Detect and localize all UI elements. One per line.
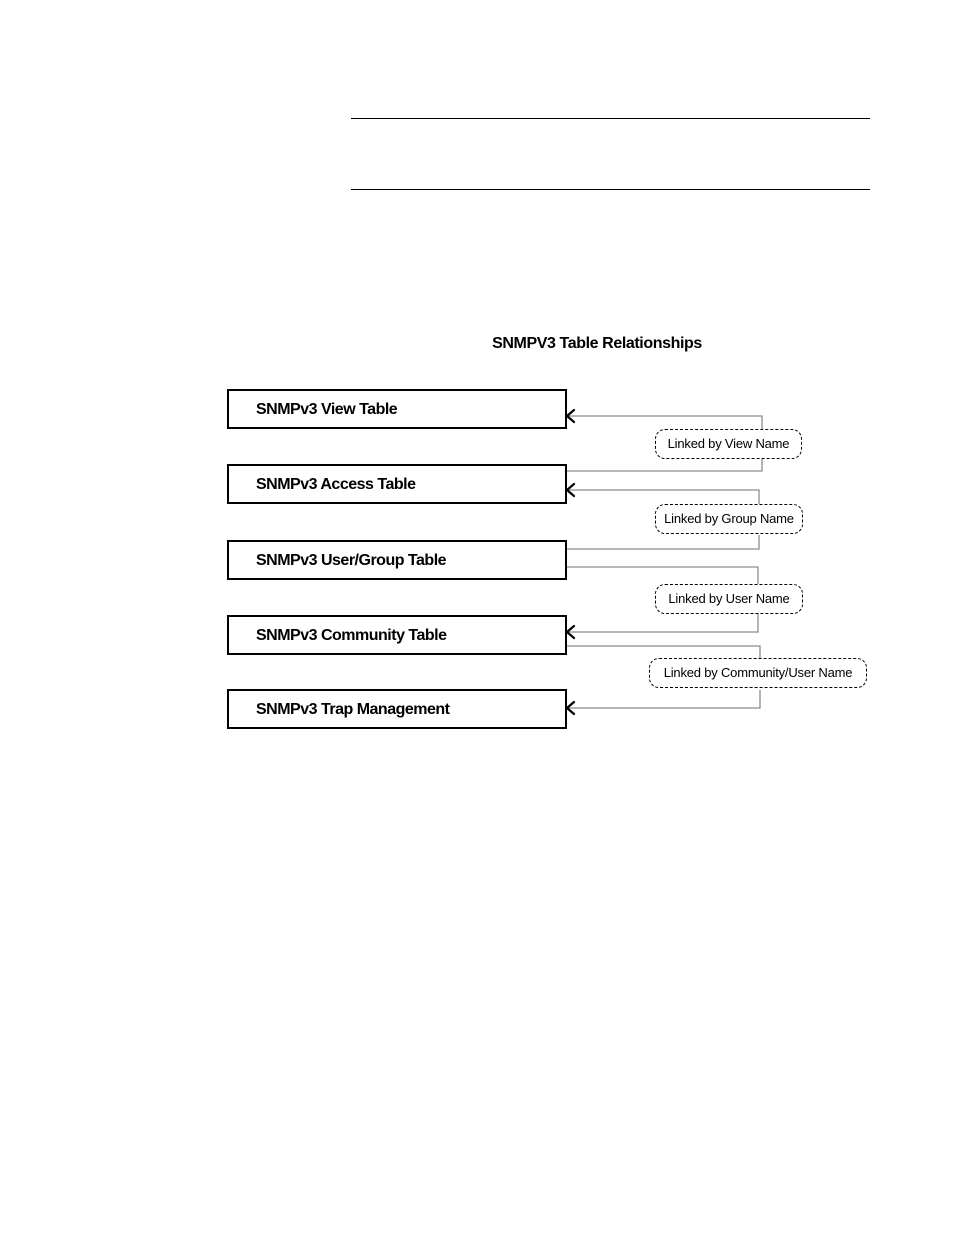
table-label-access: SNMPv3 Access Table (256, 476, 416, 493)
connector-community-name-arrow-line (568, 690, 760, 708)
table-box-user-group (227, 540, 567, 580)
connector-group-name-arrow-line (568, 490, 759, 504)
link-label-community-user-name: Linked by Community/User Name (649, 658, 867, 688)
table-label-user-group: SNMPv3 User/Group Table (256, 552, 447, 569)
table-box-view (227, 389, 567, 429)
table-label-community: SNMPv3 Community Table (256, 627, 447, 644)
link-label-user-name: Linked by User Name (655, 584, 803, 614)
table-box-community (227, 615, 567, 655)
connector-view-name-arrow-line (568, 416, 762, 429)
table-box-access (227, 464, 567, 504)
diagram-title: SNMPV3 Table Relationships (492, 335, 702, 352)
connector-user-name-arrow-line (568, 614, 758, 632)
connector-community-name (565, 646, 760, 658)
link-label-view-name: Linked by View Name (655, 429, 802, 459)
link-label-group-name: Linked by Group Name (655, 504, 803, 534)
table-label-trap-management: SNMPv3 Trap Management (256, 701, 450, 718)
connector-group-name (565, 535, 759, 549)
connector-view-name (565, 459, 762, 471)
connector-user-name (565, 567, 758, 584)
table-box-trap-management (227, 689, 567, 729)
table-label-view: SNMPv3 View Table (256, 401, 398, 418)
